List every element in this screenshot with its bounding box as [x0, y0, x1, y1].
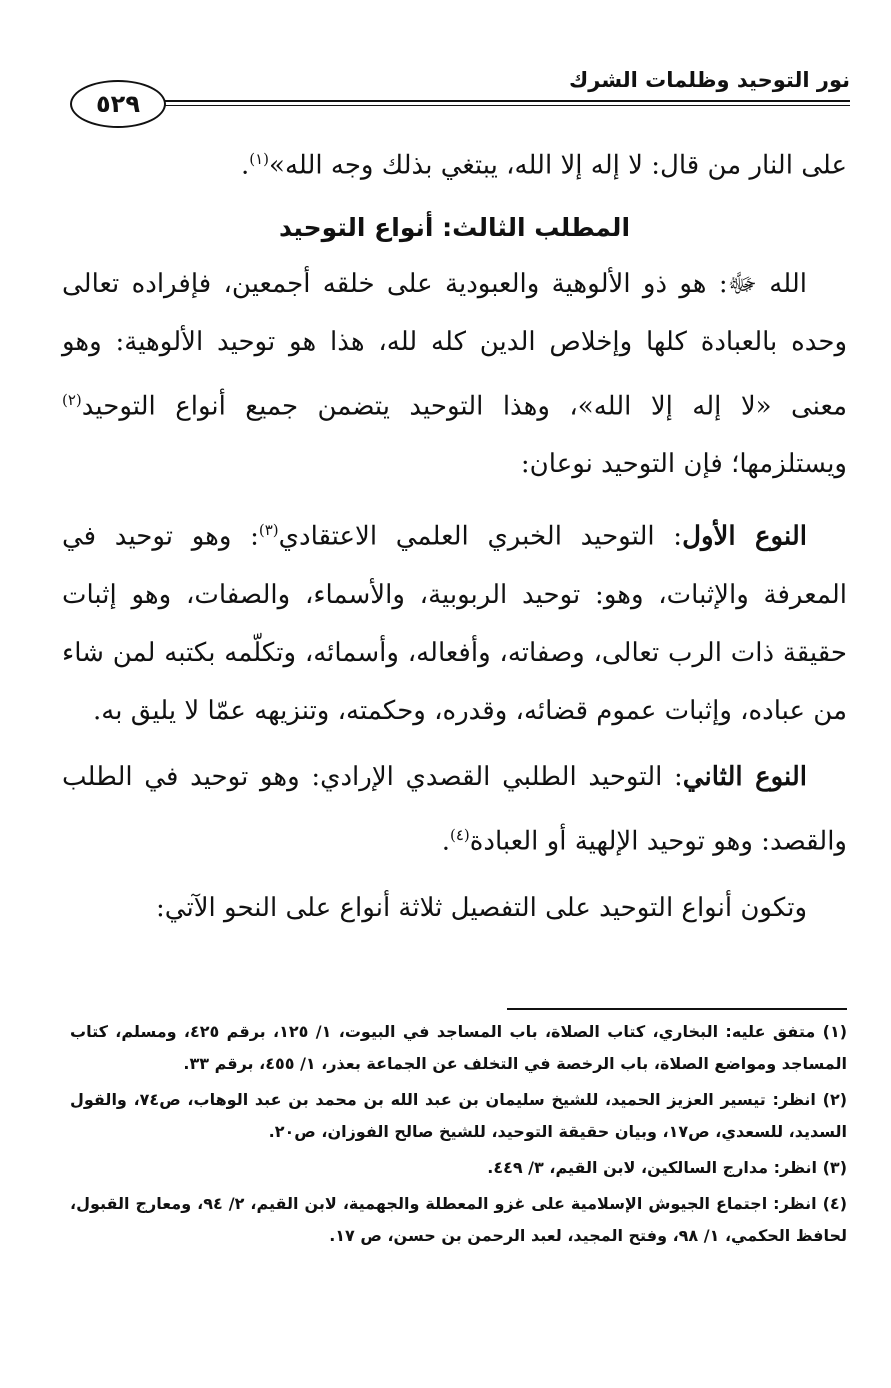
paragraph-5: وتكون أنواع التوحيد على التفصيل ثلاثة أنواع على النحو الآتي: [156, 892, 807, 923]
paragraph-3 [62, 501, 847, 740]
footnote-ref-4[interactable]: (٤) [449, 825, 470, 844]
type-one-label: النوع الأول [682, 521, 807, 552]
footnote-ref-3[interactable]: (٣) [258, 521, 279, 540]
paragraph-2-end: ويستلزمها؛ فإن التوحيد نوعان: [520, 449, 847, 480]
footnote-2: (٢) انظر: تيسير العزيز الحميد، للشيخ سليمان بن عبد الله بن محمد بن عبد الوهاب، ص٧٤، والقول السديد، للسعدي، ص١٧، وبيان حقيقة التوحيد، للشيخ صالح الفوزان، ص٢٠. [70, 1090, 848, 1141]
paragraph-4-text: : التوحيد الطلبي القصدي الإرادي: وهو توحيد في الطلب والقصد: وهو توحيد الإلهية أو العبادة [62, 761, 847, 857]
paragraph-2 [62, 255, 847, 494]
paragraph-4-end: . [441, 826, 450, 857]
page-number: ٥٢٩ [96, 90, 140, 118]
type-two-label: النوع الثاني [682, 761, 808, 792]
paragraph-1-end: . [240, 150, 250, 181]
paragraph-4 [62, 748, 847, 871]
footnote-ref-1[interactable]: (١) [249, 150, 270, 168]
page-number-badge [70, 80, 166, 128]
header-rule [160, 100, 850, 102]
footnote-1: (١) متفق عليه: البخاري، كتاب الصلاة، باب المساجد في البيوت، ١/ ١٢٥، برقم ٤٢٥، ومسلم، كتاب المساجد ومواضع الصلاة، باب الرخصة في التخلف عن الجماعة بعذر، ١/ ٤٥٥، برقم ٣٣. [70, 1022, 848, 1073]
header-rule-thin [160, 105, 850, 106]
paragraph-1-text: على النار من قال: لا إله إلا الله، يبتغي بذلك وجه الله» [269, 150, 847, 181]
running-title: نور التوحيد وظلمات الشرك [569, 68, 850, 92]
paragraph-1 [62, 130, 847, 195]
footnote-4: (٤) انظر: اجتماع الجيوش الإسلامية على غزو المعطلة والجهمية، لابن القيم، ٢/ ٩٤، ومعارج القبول، لحافظ الحكمي، ١/ ٩٨، وفتح المجيد، لعبد الرحمن بن حسن، ص ١٧. [70, 1194, 847, 1245]
page-header [70, 64, 850, 134]
footnote-separator [507, 1008, 847, 1010]
footnote-ref-2[interactable]: (٢) [62, 390, 82, 409]
section-heading: المطلب الثالث: أنواع التوحيد [278, 212, 631, 242]
main-text [62, 130, 847, 937]
paragraph-2-text: الله ﷻ: هو ذو الألوهية والعبودية على خلقه أجمعين، فإفراده تعالى وحده بالعبادة كلها وإخلاص الدين كله لله، هذا هو توحيد الألوهية: وهو معنى «لا إله إلا الله»، وهذا التوحيد يتضمن جميع أنواع التوحيد [62, 268, 847, 422]
paragraph-3-part-a: : التوحيد الخبري العلمي الاعتقادي [278, 521, 683, 552]
paragraph-3-part-b: : وهو توحيد في المعرفة والإثبات، وهو: توحيد الربوبية، والأسماء، والصفات، وهو إثبات حقيقة ذات الرب تعالى، وصفاته، وأفعاله، وأسمائه، وتكلّمه بكتبه لمن شاء من عباده، وإثبات عموم قضائه، وقدره، وحكمته، وتنزيهه عمّا لا يليق به. [62, 521, 847, 726]
footnote-3: (٣) انظر: مدارج السالكين، لابن القيم، ٣/ ٤٤٩. [487, 1158, 847, 1177]
footnotes [70, 1016, 847, 1256]
